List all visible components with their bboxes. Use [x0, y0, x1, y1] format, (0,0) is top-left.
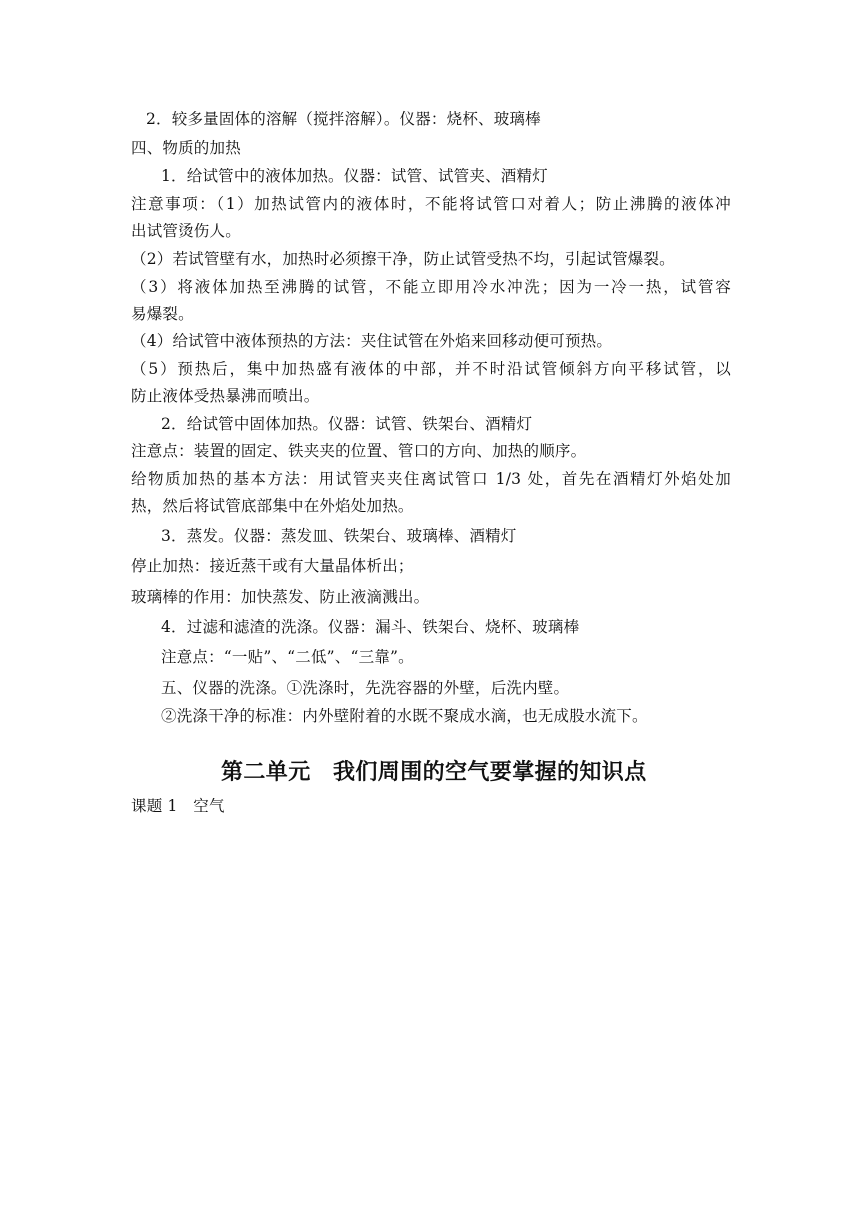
text-line-precaution-4: （4）给试管中液体预热的方法：夹住试管在外焰来回移动便可预热。 [131, 332, 613, 350]
text-line-liquid-heating: 1．给试管中的液体加热。仪器：试管、试管夹、酒精灯 [161, 167, 548, 185]
text-line-instrument-washing: 五、仪器的洗涤。①洗涤时，先洗容器的外壁，后洗内壁。 [161, 679, 570, 697]
text-line-precaution-3b: 易爆裂。 [131, 305, 194, 323]
section-heading-heating: 四、物质的加热 [131, 139, 241, 157]
text-line-precaution-2: （2）若试管壁有水，加热时必须擦干净，防止试管受热不均，引起试管爆裂。 [131, 250, 675, 268]
text-line-precaution-5b: 防止液体受热暴沸而喷出。 [131, 387, 320, 405]
unit-heading: 第二单元 我们周围的空气要掌握的知识点 [221, 760, 647, 785]
text-line-glass-rod-role: 玻璃棒的作用：加快蒸发、防止液滴溅出。 [131, 588, 430, 606]
text-line-heating-method-a: 给物质加热的基本方法：用试管夹夹住离试管口 1/3 处，首先在酒精灯外焰处加 [131, 470, 731, 488]
text-line-solid-heating: 2．给试管中固体加热。仪器：试管、铁架台、酒精灯 [161, 415, 533, 433]
text-line-evaporation: 3．蒸发。仪器：蒸发皿、铁架台、玻璃棒、酒精灯 [161, 527, 517, 545]
text-line-precaution-5a: （5）预热后，集中加热盛有液体的中部，并不时沿试管倾斜方向平移试管，以 [131, 360, 731, 378]
text-line-solid-dissolving: 2．较多量固体的溶解（搅拌溶解）。仪器：烧杯、玻璃棒 [146, 110, 541, 128]
lesson-title: 课题 1 空气 [131, 797, 225, 815]
text-line-washing-standard: ②洗涤干净的标准：内外壁附着的水既不聚成水滴，也无成股水流下。 [161, 707, 648, 725]
text-line-filtration: 4．过滤和滤渣的洗涤。仪器：漏斗、铁架台、烧杯、玻璃棒 [161, 618, 580, 636]
text-line-heating-method-b: 热，然后将试管底部集中在外焰处加热。 [131, 497, 414, 515]
text-line-precaution-1b: 出试管烫伤人。 [131, 222, 241, 240]
text-line-solid-heating-notes: 注意点：装置的固定、铁夹夹的位置、管口的方向、加热的顺序。 [131, 442, 587, 460]
text-line-filtration-notes: 注意点：“一贴”、“二低”、“三靠”。 [161, 648, 414, 666]
text-line-precaution-3a: （3）将液体加热至沸腾的试管，不能立即用冷水冲洗；因为一冷一热，试管容 [131, 278, 731, 296]
text-line-precaution-1a: 注意事项：（1）加热试管内的液体时，不能将试管口对着人；防止沸腾的液体冲 [131, 195, 731, 213]
text-line-stop-heating: 停止加热：接近蒸干或有大量晶体析出； [131, 557, 414, 575]
